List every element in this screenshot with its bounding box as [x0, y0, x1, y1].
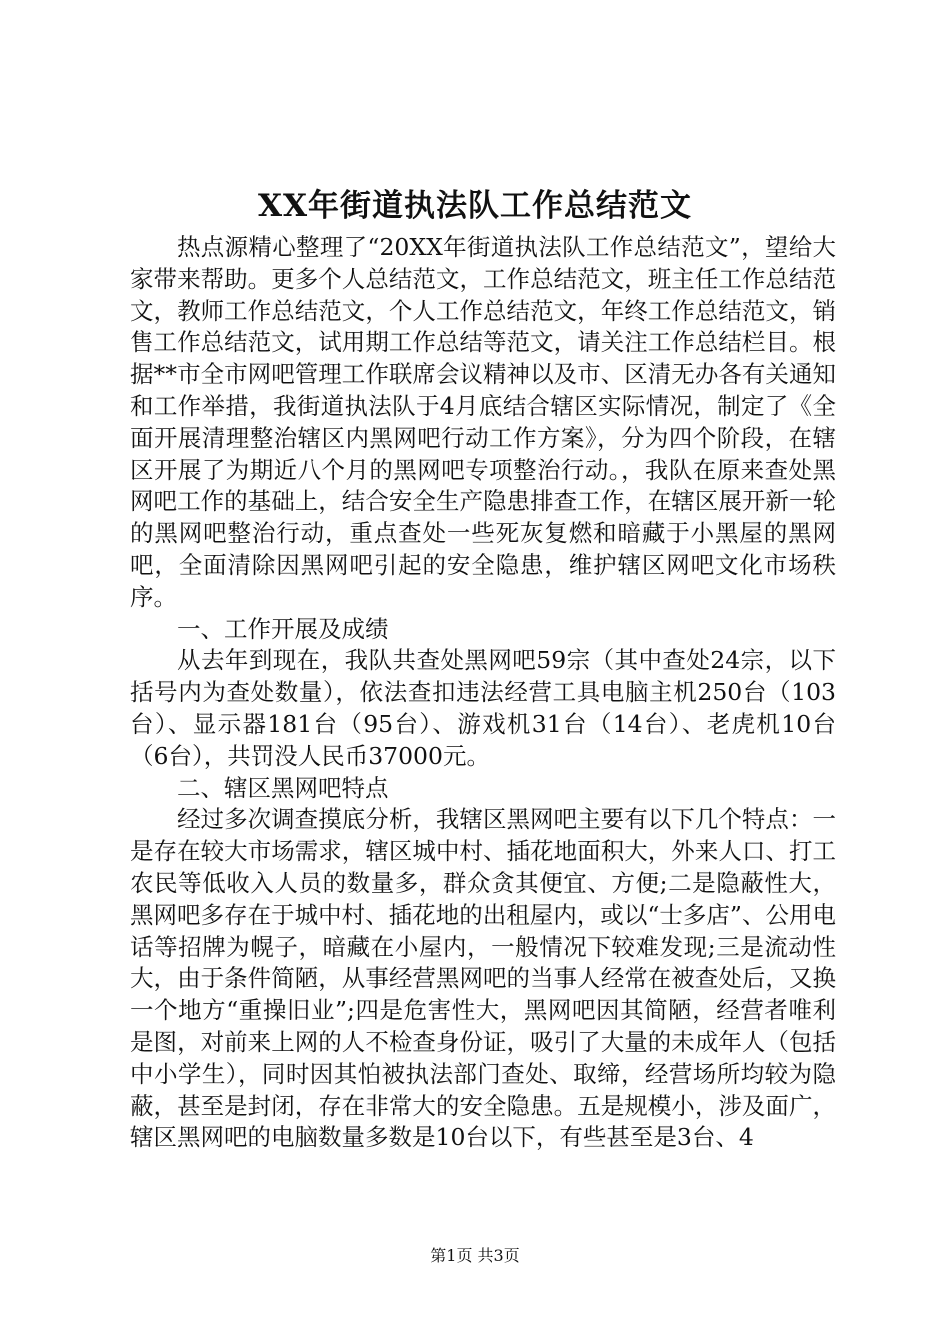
document-title: XX年街道执法队工作总结范文: [257, 188, 693, 224]
section-heading-characteristics: 二、辖区黑网吧特点: [177, 773, 389, 802]
characteristics-paragraph: 经过多次调查摸底分析，我辖区黑网吧主要有以下几个特点：一是存在较大市场需求，辖区城中村、插花地面积大，外来人口、打工农民等低收入人员的数量多，群众贪其便宜、方便;二是隐蔽性大，黑网吧多存在于城中村、插花地的出租屋内，或以“士多店”、公用电话等招牌为幌子，暗藏在小屋内，一般情况下较难发现;三是流动性大，由于条件简陋，从事经营黑网吧的当事人经常在被查处后，又换一个地方“重操旧业”;四是危害性大，黑网吧因其简陋，经营者唯利是图，对前来上网的人不检查身份证，吸引了大量的未成年人（包括中小学生），同时因其怕被执法部门查处、取缔，经营场所均较为隐蔽，甚至是封闭，存在非常大的安全隐患。五是规模小，涉及面广，辖区黑网吧的电脑数量多数是10台以下，有些甚至是3台、4: [130, 805, 836, 1152]
intro-paragraph: 热点源精心整理了“20XX年街道执法队工作总结范文”，望给大家带来帮助。更多个人总结范文，工作总结范文，班主任工作总结范文，教师工作总结范文，个人工作总结范文，年终工作总结范文，销售工作总结范文，试用期工作总结等范文，请关注工作总结栏目。根据**市全市网吧管理工作联席会议精神以及市、区清无办各有关通知和工作举措，我街道执法队于4月底结合辖区实际情况，制定了《全面开展清理整治辖区内黑网吧行动工作方案》，分为四个阶段，在辖区开展了为期近八个月的黑网吧专项整治行动。，我队在原来查处黑网吧工作的基础上，结合安全生产隐患排查工作，在辖区展开新一轮的黑网吧整治行动，重点查处一些死灰复燃和暗藏于小黑屋的黑网吧，全面清除因黑网吧引起的安全隐患，维护辖区网吧文化市场秩序。: [130, 233, 836, 611]
results-paragraph: 从去年到现在，我队共查处黑网吧59宗（其中查处24宗，以下括号内为查处数量），依法查扣违法经营工具电脑主机250台（103台）、显示器181台（95台）、游戏机31台（14台）、老虎机10台（6台），共罚没人民币37000元。: [130, 646, 836, 770]
page-number-footer: 第1页 共3页: [430, 1246, 520, 1265]
document-body: [130, 232, 836, 1154]
section-heading-work-progress: 一、工作开展及成绩: [177, 614, 389, 643]
